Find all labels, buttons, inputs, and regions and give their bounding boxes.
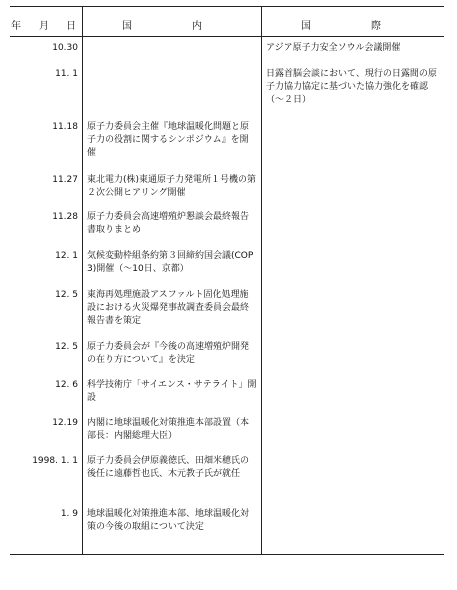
column-divider-date [82, 6, 83, 554]
row-domestic: 気候変動枠組条約第３回締約国会議(COP3)開催（～10日、京都） [87, 251, 254, 274]
row-date: 12. 6 [55, 380, 78, 390]
row-date: 10.30 [52, 43, 78, 53]
row-date: 12. 5 [55, 290, 78, 300]
row-domestic: 東海再処理施設アスファルト固化処理施設における火災爆発事故調査委員会最終報告書を策定 [87, 290, 250, 326]
row-domestic: 原子力委員会高速増殖炉懇談会最終報告書取りまとめ [87, 212, 250, 235]
row-international: アジア原子力安全ソウル会議開催 [266, 43, 401, 53]
header-international: 国 際 [301, 21, 381, 32]
row-date: 1. 9 [60, 509, 78, 519]
row-domestic: 原子力委員会伊原義徳氏、田畑米穂氏の後任に遠藤哲也氏、木元教子氏が就任 [87, 456, 250, 479]
row-date: 12.19 [52, 418, 78, 428]
row-date: 11.27 [52, 175, 78, 185]
header-domestic: 国 内 [122, 21, 202, 32]
row-date: 12. 1 [55, 251, 78, 261]
row-date: 11. 1 [55, 69, 78, 79]
row-date: 12. 5 [55, 342, 78, 352]
header-bottom-rule [10, 36, 444, 37]
row-domestic: 原子力委員会が『今後の高速増殖炉開発の在り方について』を決定 [87, 342, 250, 365]
column-divider-domestic [261, 6, 262, 554]
table-top-rule [10, 6, 444, 7]
row-domestic: 地球温暖化対策推進本部、地球温暖化対策の今後の取組について決定 [87, 509, 250, 532]
row-date: 11.18 [52, 122, 78, 132]
row-domestic: 原子力委員会主催『地球温暖化問題と原子力の役割に関するシンポジウム』を開催 [87, 122, 250, 158]
row-date: 11.28 [52, 212, 78, 222]
row-date: 1998. 1. 1 [32, 456, 78, 466]
header-day: 日 [66, 21, 76, 32]
row-domestic: 科学技術庁「サイエンス・サテライト」開設 [87, 380, 257, 403]
header-year: 年 [11, 21, 21, 32]
row-domestic: 東北電力(株)東通原子力発電所１号機の第２次公開ヒアリング開催 [87, 175, 257, 198]
table-bottom-rule [10, 554, 444, 555]
header-month: 月 [39, 21, 49, 32]
row-domestic: 内閣に地球温暖化対策推進本部設置（本部長：内閣総理大臣） [87, 418, 250, 441]
row-international: 日露首脳会談において、現行の日露間の原子力協力協定に基づいた協力強化を確認（～２日） [266, 69, 437, 105]
